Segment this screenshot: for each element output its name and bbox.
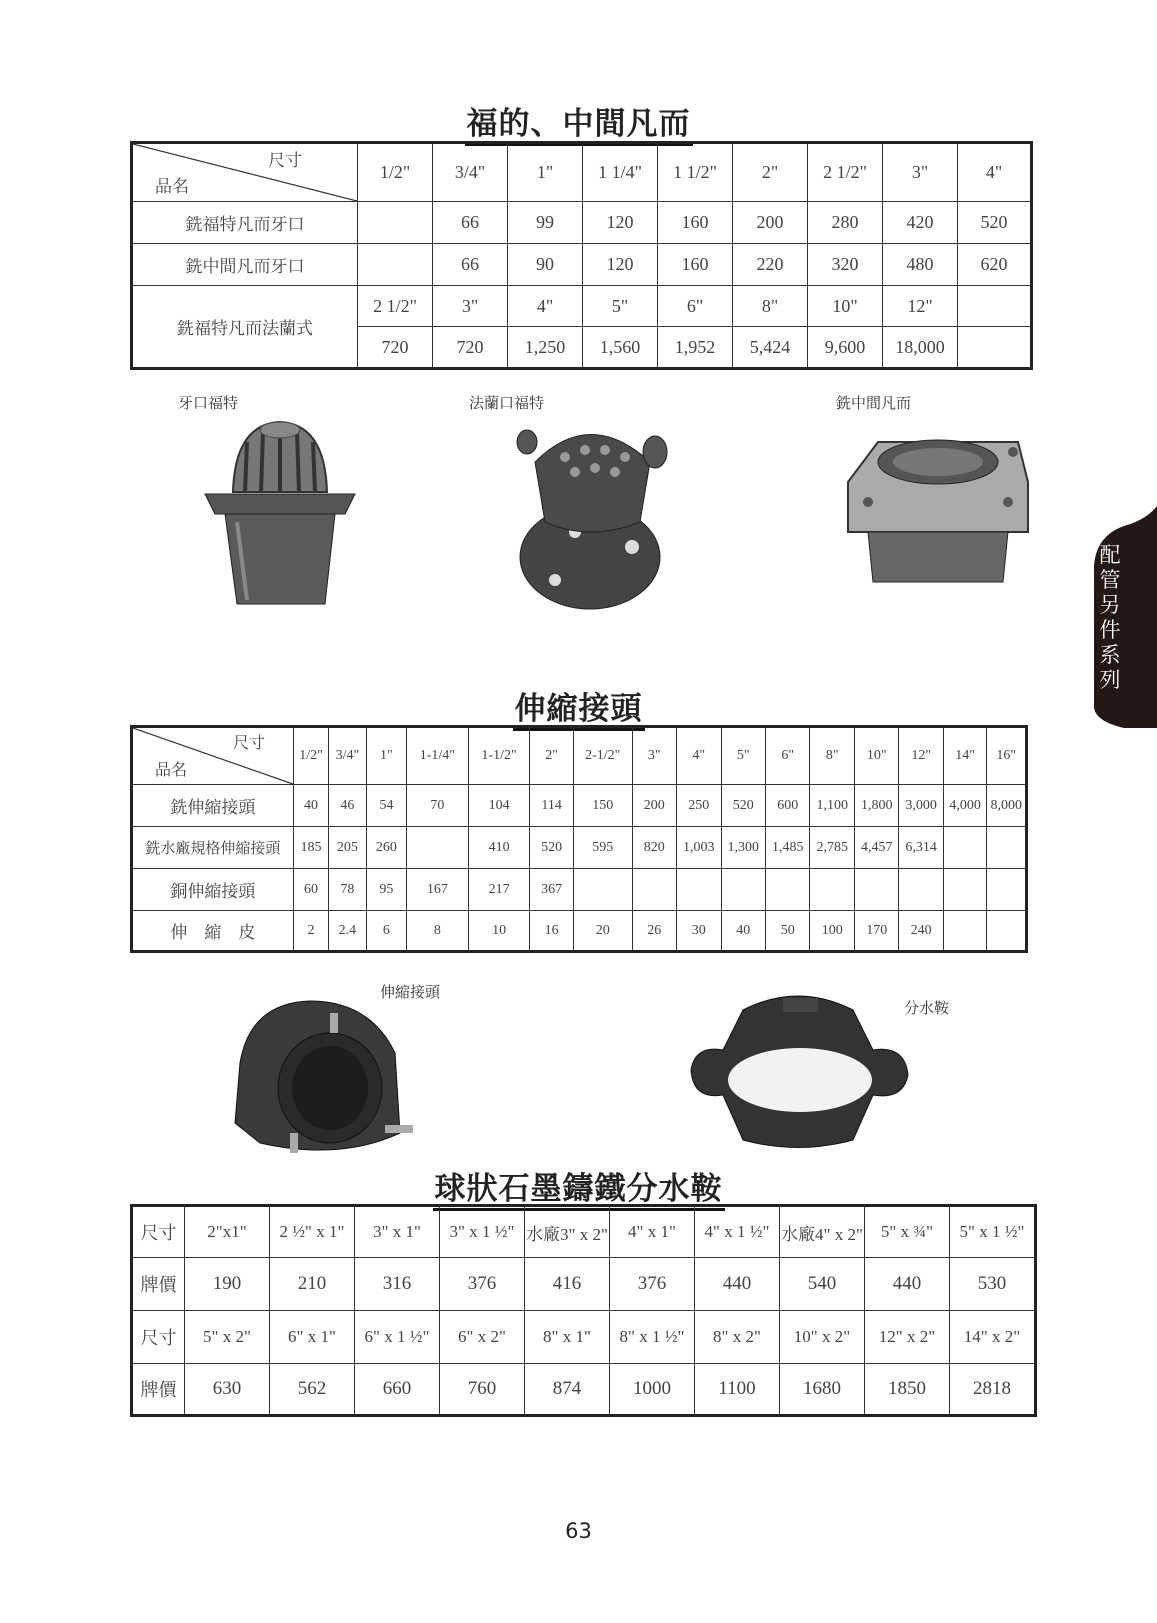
size-header-cell: 2" (530, 727, 573, 785)
flange-size-cell: 3" (433, 286, 508, 327)
price-cell (677, 869, 721, 911)
price-cell: 2.4 (329, 911, 366, 952)
price-cell: 16 (530, 911, 573, 952)
price-cell: 820 (632, 827, 676, 869)
expansion-joint-image (220, 993, 430, 1163)
size-header-cell: 4" (958, 143, 1032, 202)
size-header-cell: 3/4" (433, 143, 508, 202)
product-name-cell: 銑福特凡而法蘭式 (132, 286, 358, 369)
caption-check-valve: 銑中間凡而 (836, 394, 912, 412)
price-cell (958, 327, 1032, 369)
size-cell: 2 ½" x 1" (270, 1206, 355, 1258)
size-cell: 4" x 1" (610, 1206, 695, 1258)
size-header-cell: 1/2" (358, 143, 433, 202)
price-cell: 260 (366, 827, 406, 869)
price-cell (358, 244, 433, 286)
price-cell: 20 (573, 911, 632, 952)
table-header-row (132, 727, 1027, 785)
price-cell: 1,300 (721, 827, 765, 869)
size-cell: 3" x 1 ½" (440, 1206, 525, 1258)
size-header-cell: 8" (810, 727, 854, 785)
product-name-cell: 銅伸縮接頭 (132, 869, 294, 911)
price-cell: 630 (185, 1364, 270, 1416)
price-cell: 190 (185, 1258, 270, 1311)
size-header-cell: 3" (883, 143, 958, 202)
price-cell: 416 (525, 1258, 610, 1311)
price-cell: 40 (293, 785, 328, 827)
size-header-cell: 2-1/2" (573, 727, 632, 785)
price-cell: 1,100 (810, 785, 854, 827)
flange-size-cell: 2 1/2" (358, 286, 433, 327)
foot-valve-price-table (130, 141, 1033, 370)
price-cell: 480 (883, 244, 958, 286)
price-cell: 520 (721, 785, 765, 827)
expansion-joint-price-table (130, 725, 1028, 953)
header-size-label: 尺寸 (233, 733, 266, 752)
size-header-cell: 16" (987, 727, 1027, 785)
price-cell (721, 869, 765, 911)
price-cell: 2818 (950, 1364, 1036, 1416)
size-label-cell: 尺寸 (132, 1311, 185, 1364)
size-header-cell: 1" (366, 727, 406, 785)
price-cell: 1100 (695, 1364, 780, 1416)
price-cell: 30 (677, 911, 721, 952)
price-cell: 1680 (780, 1364, 865, 1416)
price-cell (632, 869, 676, 911)
price-cell (810, 869, 854, 911)
price-label-cell: 牌價 (132, 1364, 185, 1416)
size-header-cell: 1" (508, 143, 583, 202)
price-cell: 376 (610, 1258, 695, 1311)
price-cell: 595 (573, 827, 632, 869)
price-label-cell: 牌價 (132, 1258, 185, 1311)
size-cell: 12" x 2" (865, 1311, 950, 1364)
price-cell: 205 (329, 827, 366, 869)
price-cell: 720 (433, 327, 508, 369)
price-cell: 99 (508, 202, 583, 244)
product-name-cell: 銑水廠規格伸縮接頭 (132, 827, 294, 869)
product-name-cell: 銑中間凡而牙口 (132, 244, 358, 286)
price-cell: 440 (865, 1258, 950, 1311)
size-header-cell: 12" (899, 727, 943, 785)
product-name-cell: 伸 縮 皮 (132, 911, 294, 952)
price-cell: 10 (468, 911, 530, 952)
price-cell: 104 (468, 785, 530, 827)
price-cell: 660 (355, 1364, 440, 1416)
flange-size-cell: 4" (508, 286, 583, 327)
saddle-price-table (130, 1204, 1037, 1417)
size-header-cell: 4" (677, 727, 721, 785)
price-cell: 1850 (865, 1364, 950, 1416)
price-cell: 9,600 (808, 327, 883, 369)
caption-expansion-joint: 伸縮接頭 (380, 983, 441, 1001)
table-row (132, 869, 1027, 911)
size-cell: 5" x 2" (185, 1311, 270, 1364)
caption-threaded-foot-valve: 牙口福特 (178, 394, 239, 412)
size-cell: 6" x 1" (270, 1311, 355, 1364)
table-row (132, 827, 1027, 869)
table-row (132, 244, 1032, 286)
price-cell: 120 (583, 244, 658, 286)
price-cell: 40 (721, 911, 765, 952)
price-cell (987, 869, 1027, 911)
foot-valve-title: 福的、中間凡而 (0, 98, 1157, 143)
price-cell: 520 (530, 827, 573, 869)
size-cell: 4" x 1 ½" (695, 1206, 780, 1258)
size-header-cell: 1-1/4" (407, 727, 469, 785)
size-cell: 8" x 2" (695, 1311, 780, 1364)
price-cell: 4,457 (854, 827, 898, 869)
price-cell: 520 (958, 202, 1032, 244)
table-header-row (132, 143, 1032, 202)
price-cell: 120 (583, 202, 658, 244)
size-cell: 8" x 1 ½" (610, 1311, 695, 1364)
price-cell: 250 (677, 785, 721, 827)
price-cell: 90 (508, 244, 583, 286)
price-cell (943, 911, 986, 952)
price-cell: 320 (808, 244, 883, 286)
size-header-cell: 10" (854, 727, 898, 785)
price-cell (854, 869, 898, 911)
product-name-cell: 銑伸縮接頭 (132, 785, 294, 827)
size-cell: 6" x 1 ½" (355, 1311, 440, 1364)
flange-size-cell: 8" (733, 286, 808, 327)
price-cell: 26 (632, 911, 676, 952)
size-cell: 水廠3" x 2" (525, 1206, 610, 1258)
price-cell: 114 (530, 785, 573, 827)
price-cell (407, 827, 469, 869)
price-cell (943, 869, 986, 911)
price-cell: 170 (854, 911, 898, 952)
size-header-cell: 5" (721, 727, 765, 785)
price-cell: 210 (270, 1258, 355, 1311)
price-cell (987, 911, 1027, 952)
price-cell: 66 (433, 202, 508, 244)
price-cell: 4,000 (943, 785, 986, 827)
price-cell: 167 (407, 869, 469, 911)
size-header-cell: 1/2" (293, 727, 328, 785)
flange-size-cell: 6" (658, 286, 733, 327)
flange-size-cell: 12" (883, 286, 958, 327)
price-cell: 1,250 (508, 327, 583, 369)
size-header-cell: 2 1/2" (808, 143, 883, 202)
size-header-cell: 1-1/2" (468, 727, 530, 785)
price-cell: 54 (366, 785, 406, 827)
header-size-label: 尺寸 (268, 151, 302, 171)
price-cell: 3,000 (899, 785, 943, 827)
price-cell (943, 827, 986, 869)
flange-size-row (132, 286, 1032, 327)
price-cell: 220 (733, 244, 808, 286)
price-cell: 1,560 (583, 327, 658, 369)
size-cell: 6" x 2" (440, 1311, 525, 1364)
price-cell: 78 (329, 869, 366, 911)
price-cell: 6,314 (899, 827, 943, 869)
price-cell (358, 202, 433, 244)
threaded-foot-valve-image (195, 412, 365, 612)
price-cell: 562 (270, 1364, 355, 1416)
price-cell: 95 (366, 869, 406, 911)
size-cell: 8" x 1" (525, 1311, 610, 1364)
price-cell (765, 869, 809, 911)
caption-saddle: 分水鞍 (904, 999, 950, 1017)
size-label-cell: 尺寸 (132, 1206, 185, 1258)
price-cell: 5,424 (733, 327, 808, 369)
price-cell: 440 (695, 1258, 780, 1311)
flanged-foot-valve-image (515, 412, 675, 612)
caption-flanged-foot-valve: 法蘭口福特 (469, 394, 545, 412)
size-cell: 3" x 1" (355, 1206, 440, 1258)
price-cell: 150 (573, 785, 632, 827)
flange-size-cell (958, 286, 1032, 327)
header-diagonal-cell (132, 143, 358, 202)
size-cell: 5" x ¾" (865, 1206, 950, 1258)
price-cell: 70 (407, 785, 469, 827)
price-cell: 18,000 (883, 327, 958, 369)
price-cell: 720 (358, 327, 433, 369)
price-cell: 217 (468, 869, 530, 911)
size-header-cell: 6" (765, 727, 809, 785)
price-cell (987, 827, 1027, 869)
price-cell: 1,003 (677, 827, 721, 869)
size-header-cell: 1 1/4" (583, 143, 658, 202)
price-cell: 600 (765, 785, 809, 827)
price-cell: 46 (329, 785, 366, 827)
flange-size-cell: 5" (583, 286, 658, 327)
header-name-label: 品名 (155, 760, 188, 779)
check-valve-image (838, 422, 1038, 587)
size-header-cell: 3" (632, 727, 676, 785)
price-cell: 160 (658, 202, 733, 244)
table-row (132, 785, 1027, 827)
size-cell: 5" x 1 ½" (950, 1206, 1036, 1258)
size-cell: 14" x 2" (950, 1311, 1036, 1364)
price-cell: 50 (765, 911, 809, 952)
size-row (132, 1206, 1036, 1258)
size-header-cell: 2" (733, 143, 808, 202)
price-cell: 185 (293, 827, 328, 869)
price-cell: 100 (810, 911, 854, 952)
price-cell: 316 (355, 1258, 440, 1311)
price-cell (899, 869, 943, 911)
price-cell: 240 (899, 911, 943, 952)
price-cell: 760 (440, 1364, 525, 1416)
price-cell: 1,485 (765, 827, 809, 869)
price-cell: 1,952 (658, 327, 733, 369)
size-row (132, 1311, 1036, 1364)
saddle-title: 球狀石墨鑄鐵分水鞍 (0, 1163, 1157, 1208)
price-cell: 160 (658, 244, 733, 286)
size-header-cell: 14" (943, 727, 986, 785)
price-cell: 2,785 (810, 827, 854, 869)
price-cell: 200 (733, 202, 808, 244)
size-header-cell: 3/4" (329, 727, 366, 785)
saddle-image (683, 990, 913, 1150)
price-cell: 2 (293, 911, 328, 952)
price-cell: 6 (366, 911, 406, 952)
header-diagonal-cell (132, 727, 294, 785)
size-cell: 水廠4" x 2" (780, 1206, 865, 1258)
price-cell: 530 (950, 1258, 1036, 1311)
table-row (132, 911, 1027, 952)
price-row (132, 1364, 1036, 1416)
size-header-cell: 1 1/2" (658, 143, 733, 202)
price-cell: 367 (530, 869, 573, 911)
price-cell (573, 869, 632, 911)
price-cell: 376 (440, 1258, 525, 1311)
table-row (132, 202, 1032, 244)
price-cell: 1000 (610, 1364, 695, 1416)
price-cell: 8 (407, 911, 469, 952)
flange-size-cell: 10" (808, 286, 883, 327)
price-cell: 420 (883, 202, 958, 244)
product-name-cell: 銑福特凡而牙口 (132, 202, 358, 244)
side-tab-label: 配管另件系列 (1099, 543, 1121, 692)
header-name-label: 品名 (155, 177, 189, 197)
price-cell: 60 (293, 869, 328, 911)
price-cell: 410 (468, 827, 530, 869)
price-cell: 874 (525, 1364, 610, 1416)
expansion-joint-title: 伸縮接頭 (0, 683, 1157, 728)
price-cell: 8,000 (987, 785, 1027, 827)
price-cell: 200 (632, 785, 676, 827)
price-cell: 620 (958, 244, 1032, 286)
price-cell: 1,800 (854, 785, 898, 827)
size-cell: 2"x1" (185, 1206, 270, 1258)
price-cell: 66 (433, 244, 508, 286)
price-cell: 280 (808, 202, 883, 244)
size-cell: 10" x 2" (780, 1311, 865, 1364)
price-cell: 540 (780, 1258, 865, 1311)
page-number: 63 (565, 1519, 592, 1543)
price-row (132, 1258, 1036, 1311)
